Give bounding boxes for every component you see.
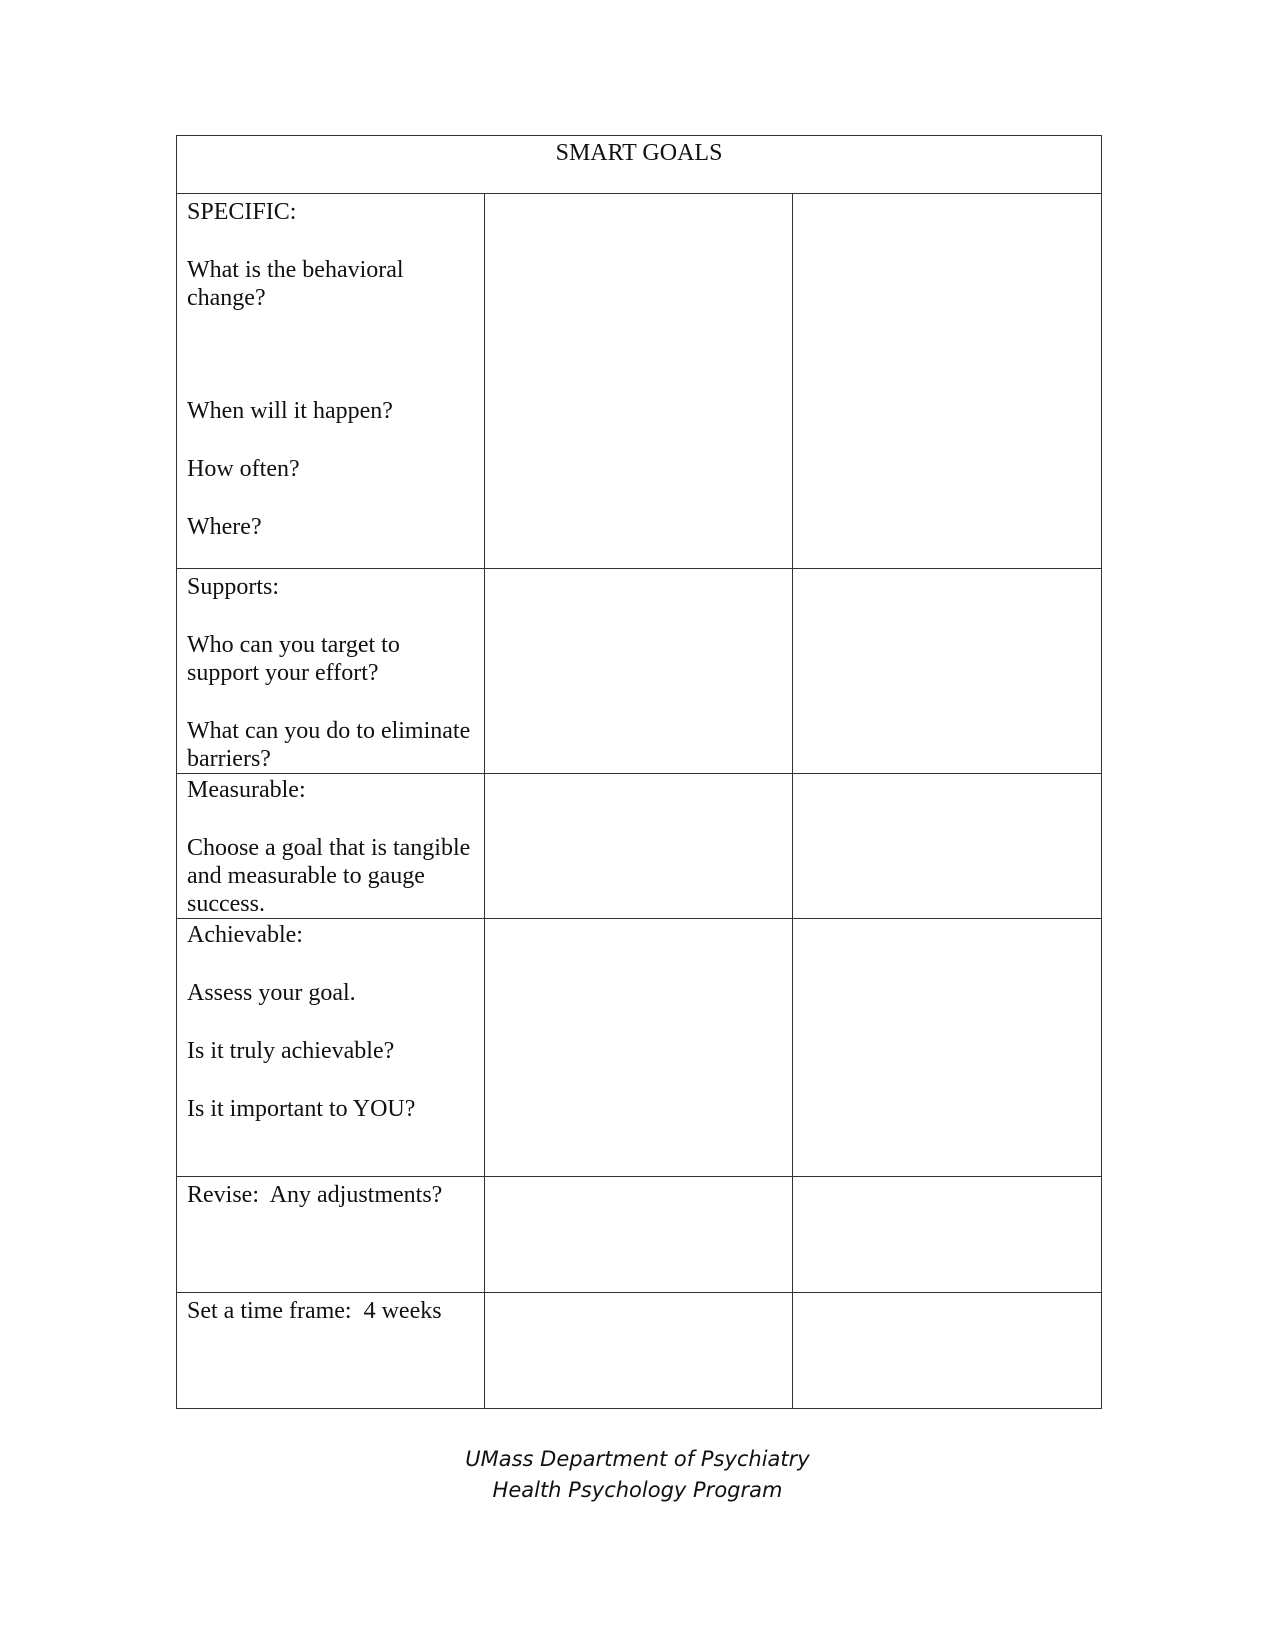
footer [0, 1444, 1275, 1506]
label-cell-timeframe [177, 1293, 485, 1409]
answer-cell-timeframe-2[interactable] [793, 1293, 1102, 1409]
specific-question-how-often: How often? [187, 456, 300, 482]
answer-cell-revise-1[interactable] [485, 1177, 793, 1293]
answer-cell-measurable-2[interactable] [793, 774, 1102, 919]
footer-program: Health Psychology Program [492, 1478, 783, 1502]
smart-goals-table [176, 135, 1102, 1409]
specific-heading: SPECIFIC: [187, 199, 297, 225]
answer-cell-achievable-2[interactable] [793, 919, 1102, 1177]
supports-question-barriers: What can you do to eliminate barriers? [187, 718, 471, 772]
answer-cell-revise-2[interactable] [793, 1177, 1102, 1293]
label-cell-achievable [177, 919, 485, 1177]
table-title: SMART GOALS [555, 140, 723, 166]
supports-question-target: Who can you target to support your effort? [187, 632, 400, 686]
row-supports [177, 569, 1102, 774]
measurable-heading: Measurable: [187, 777, 306, 803]
row-revise [177, 1177, 1102, 1293]
answer-cell-supports-2[interactable] [793, 569, 1102, 774]
row-achievable [177, 919, 1102, 1177]
label-cell-specific [177, 194, 485, 569]
answer-cell-measurable-1[interactable] [485, 774, 793, 919]
answer-cell-specific-1[interactable] [485, 194, 793, 569]
achievable-question-assess: Assess your goal. [187, 980, 356, 1006]
answer-cell-supports-1[interactable] [485, 569, 793, 774]
row-specific [177, 194, 1102, 569]
timeframe-heading: Set a time frame: 4 weeks [187, 1298, 442, 1324]
label-cell-measurable [177, 774, 485, 919]
table-title-cell [177, 136, 1102, 194]
label-cell-revise [177, 1177, 485, 1293]
revise-heading: Revise: Any adjustments? [187, 1182, 443, 1208]
row-timeframe [177, 1293, 1102, 1409]
achievable-heading: Achievable: [187, 922, 303, 948]
label-cell-supports [177, 569, 485, 774]
achievable-question-truly: Is it truly achievable? [187, 1038, 395, 1064]
supports-heading: Supports: [187, 574, 280, 600]
achievable-question-important: Is it important to YOU? [187, 1096, 416, 1122]
answer-cell-timeframe-1[interactable] [485, 1293, 793, 1409]
specific-question-where: Where? [187, 514, 262, 540]
row-measurable [177, 774, 1102, 919]
specific-question-behavioral-change: What is the behavioral change? [187, 257, 404, 311]
measurable-question-goal: Choose a goal that is tangible and measurable to gauge success. [187, 835, 471, 917]
answer-cell-achievable-1[interactable] [485, 919, 793, 1177]
answer-cell-specific-2[interactable] [793, 194, 1102, 569]
footer-department: UMass Department of Psychiatry [465, 1447, 810, 1471]
specific-question-when: When will it happen? [187, 398, 393, 424]
